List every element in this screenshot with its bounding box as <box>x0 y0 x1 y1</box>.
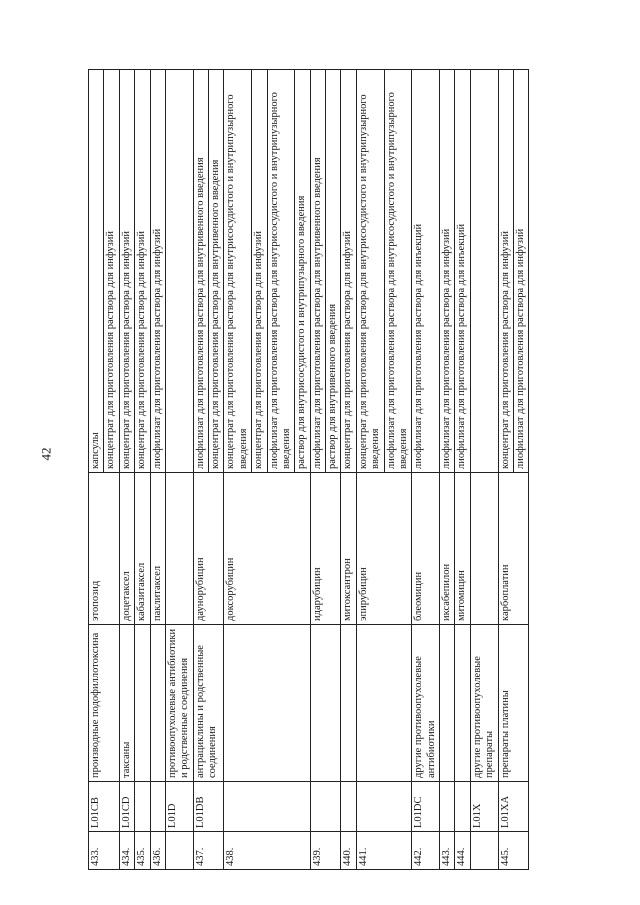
row-number: 442. <box>412 832 440 870</box>
table-row <box>193 70 224 870</box>
atc-code <box>135 782 150 832</box>
anatomical-group <box>356 625 412 782</box>
table-row <box>310 70 341 870</box>
row-number: 436. <box>150 832 165 870</box>
drug-table-body <box>89 70 529 870</box>
atc-code <box>341 782 356 832</box>
anatomical-group <box>224 625 310 782</box>
row-number: 445. <box>498 832 529 870</box>
atc-code: L01CD <box>119 782 134 832</box>
atc-code: L01CB <box>89 782 120 832</box>
dosage-form: лиофилизат для приготовления раствора для инфузий <box>151 228 163 469</box>
row-number: 438. <box>224 832 310 870</box>
dosage-form: концентрат для приготовления раствора для инфузий <box>342 231 354 469</box>
atc-code <box>150 782 165 832</box>
atc-code: L01X <box>470 782 498 832</box>
drug-name: доцетаксел <box>119 473 134 625</box>
drug-name <box>470 473 498 625</box>
dosage-form: лиофилизат для приготовления раствора для внутрисосудистого и внутрипузырного введения <box>384 70 411 472</box>
table-row <box>341 70 356 870</box>
atc-code <box>440 782 455 832</box>
drug-name: паклитаксел <box>150 473 165 625</box>
drug-name: эпирубицин <box>356 473 412 625</box>
drug-table <box>88 69 529 870</box>
dosage-form: лиофилизат для приготовления раствора для внутривенного введения <box>311 157 323 469</box>
drug-name <box>165 473 193 625</box>
dosage-forms <box>150 70 165 473</box>
anatomical-group: другие противоопухолевые препараты <box>470 625 498 782</box>
atc-code <box>356 782 412 832</box>
page-number: 42 <box>38 447 54 461</box>
rotated-page-content <box>88 70 588 870</box>
row-number: 440. <box>341 832 356 870</box>
row-number: 437. <box>193 832 224 870</box>
drug-name: этопозид <box>89 473 120 625</box>
dosage-forms <box>165 70 193 473</box>
dosage-form: раствор для внутрисосудистого и внутрипузырного введения <box>294 70 308 472</box>
table-row <box>356 70 412 870</box>
row-number: 434. <box>119 832 134 870</box>
drug-name: кабазитаксел <box>135 473 150 625</box>
anatomical-group: производные подофиллотоксина <box>89 625 120 782</box>
dosage-form: концентрат для приготовления раствора для внутрисосудистого и внутрипузырного введения <box>225 94 249 469</box>
dosage-forms <box>135 70 150 473</box>
table-row <box>135 70 150 870</box>
dosage-form: концентрат для приготовления раствора для инфузий <box>499 231 511 469</box>
table-row <box>89 70 120 870</box>
atc-code: L01XA <box>498 782 529 832</box>
table-row <box>224 70 310 870</box>
dosage-form: концентрат для приготовления раствора для инфузий <box>120 231 132 469</box>
atc-code: L01DB <box>193 782 224 832</box>
row-number: 441. <box>356 832 412 870</box>
atc-code <box>310 782 341 832</box>
dosage-forms <box>440 70 455 473</box>
row-number <box>165 832 193 870</box>
drug-name: идарубицин <box>310 473 341 625</box>
dosage-form: лиофилизат для приготовления раствора для инъекций <box>413 223 425 469</box>
dosage-forms <box>412 70 440 473</box>
dosage-form: лиофилизат для приготовления раствора для инъекций <box>456 223 468 469</box>
dosage-forms <box>224 70 310 473</box>
anatomical-group <box>440 625 455 782</box>
anatomical-group <box>341 625 356 782</box>
dosage-forms <box>498 70 529 473</box>
row-number: 433. <box>89 832 120 870</box>
dosage-form: лиофилизат для приготовления раствора для внутрисосудистого и внутрипузырного введения <box>267 70 294 472</box>
dosage-forms <box>356 70 412 473</box>
dosage-form: концентрат для приготовления раствора для инфузий <box>136 231 148 469</box>
atc-code <box>455 782 470 832</box>
dosage-forms <box>455 70 470 473</box>
drug-name: митомицин <box>455 473 470 625</box>
dosage-forms <box>119 70 134 473</box>
table-row <box>498 70 529 870</box>
dosage-forms <box>193 70 224 473</box>
dosage-form: концентрат для приготовления раствора для внутрисосудистого и внутрипузырного введения <box>357 94 382 469</box>
dosage-forms <box>310 70 341 473</box>
row-number: 444. <box>455 832 470 870</box>
anatomical-group: таксаны <box>119 625 134 782</box>
dosage-form: капсулы <box>90 432 101 469</box>
atc-code: L01DC <box>412 782 440 832</box>
dosage-form: концентрат для приготовления раствора для инфузий <box>103 70 117 472</box>
anatomical-group: антрациклины и родственные соединения <box>193 625 224 782</box>
dosage-form: лиофилизат для приготовления раствора для инфузий <box>513 70 527 472</box>
drug-name: митоксантрон <box>341 473 356 625</box>
row-number: 439. <box>310 832 341 870</box>
anatomical-group <box>455 625 470 782</box>
dosage-forms <box>341 70 356 473</box>
drug-name: даунорубицин <box>193 473 224 625</box>
anatomical-group: противоопухолевые антибиотики и родственные соединения <box>165 625 193 782</box>
dosage-form: концентрат для приготовления раствора для внутривенного введения <box>208 70 222 472</box>
dosage-form: лиофилизат для приготовления раствора для инфузий <box>441 228 452 469</box>
table-row <box>455 70 470 870</box>
atc-code: L01D <box>165 782 193 832</box>
dosage-form: лиофилизат для приготовления раствора для внутривенного введения <box>194 157 206 469</box>
table-row <box>470 70 498 870</box>
anatomical-group: другие противоопухолевые антибиотики <box>412 625 440 782</box>
dosage-forms <box>470 70 498 473</box>
anatomical-group: препараты платины <box>498 625 529 782</box>
dosage-forms <box>89 70 120 473</box>
anatomical-group <box>310 625 341 782</box>
drug-name: карбоплатин <box>498 473 529 625</box>
table-row <box>165 70 193 870</box>
table-row <box>412 70 440 870</box>
table-row <box>440 70 455 870</box>
row-number: 443. <box>440 832 455 870</box>
atc-code <box>224 782 310 832</box>
table-row <box>119 70 134 870</box>
drug-name: иксабепилон <box>440 473 455 625</box>
anatomical-group <box>150 625 165 782</box>
dosage-form: концентрат для приготовления раствора для инфузий <box>251 70 265 472</box>
drug-name: блеомицин <box>412 473 440 625</box>
table-row <box>150 70 165 870</box>
drug-name: доксорубицин <box>224 473 310 625</box>
row-number <box>470 832 498 870</box>
anatomical-group <box>135 625 150 782</box>
dosage-form: раствор для внутривенного введения <box>325 70 339 472</box>
row-number: 435. <box>135 832 150 870</box>
